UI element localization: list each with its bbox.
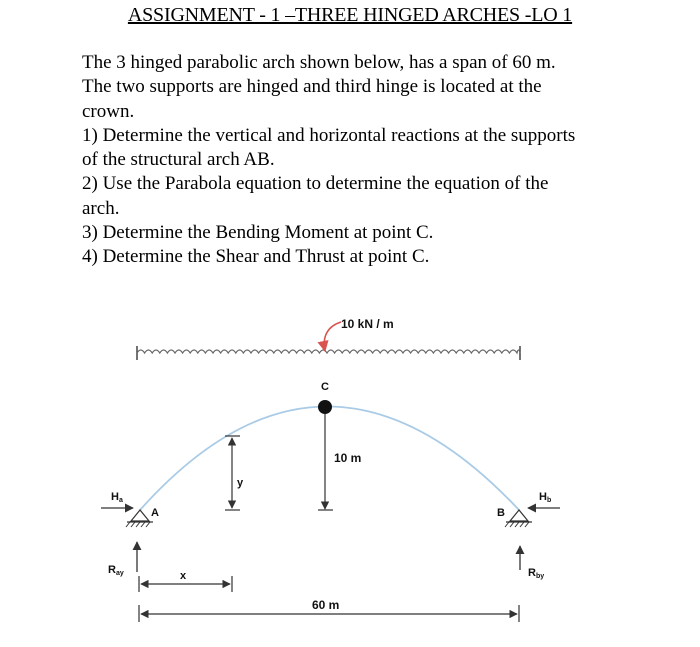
support-a-triangle: [131, 510, 149, 521]
task-4: 4) Determine the Shear and Thrust at point C.: [82, 246, 430, 268]
load-wave: [137, 350, 520, 353]
task-1-line-2: of the structural arch AB.: [82, 149, 275, 171]
rby-label-main: R: [528, 567, 536, 579]
ha-label-main: H: [111, 491, 119, 503]
support-b: [505, 510, 532, 527]
y-label: y: [237, 477, 244, 489]
ray-label-main: R: [108, 564, 116, 576]
task-3: 3) Determine the Bending Moment at point C.: [82, 222, 434, 244]
support-b-hatch: [505, 522, 529, 527]
ha-label: [111, 491, 123, 504]
distributed-load: [137, 346, 520, 360]
support-a-hatch: [126, 522, 150, 527]
task-1-line-1: 1) Determine the vertical and horizontal reactions at the supports: [82, 124, 576, 146]
ha-label-sub: a: [118, 497, 123, 504]
load-label: 10 kN / m: [341, 317, 394, 331]
support-b-triangle: [510, 510, 528, 521]
x-label: x: [180, 570, 187, 582]
load-arrow-icon: [324, 322, 341, 351]
rby-label: [528, 567, 544, 580]
parabolic-arch: [140, 407, 519, 511]
support-a: [126, 510, 153, 527]
assignment-title: ASSIGNMENT - 1 –THREE HINGED ARCHES -LO 1: [127, 4, 573, 26]
task-2-line-2: arch.: [82, 197, 120, 219]
support-a-label: A: [151, 507, 159, 519]
support-b-label: B: [497, 507, 505, 519]
intro-line-1: The 3 hinged parabolic arch shown below, has a span of 60 m.: [82, 52, 556, 73]
ray-label: [108, 564, 124, 577]
hb-label-main: H: [539, 491, 547, 503]
task-2-line-1: 2) Use the Parabola equation to determine the equation of the: [82, 173, 549, 195]
hb-label: [539, 491, 551, 504]
crown-hinge: [318, 400, 332, 414]
intro-line-3: crown.: [82, 100, 135, 122]
ray-label-sub: ay: [115, 570, 124, 577]
rby-label-sub: by: [535, 573, 545, 580]
hb-label-sub: b: [546, 497, 552, 504]
rise-label: 10 m: [334, 451, 362, 465]
span-label: 60 m: [312, 598, 340, 612]
crown-label: C: [321, 381, 329, 393]
intro-line-2: The two supports are hinged and third hinge is located at the: [82, 76, 542, 98]
